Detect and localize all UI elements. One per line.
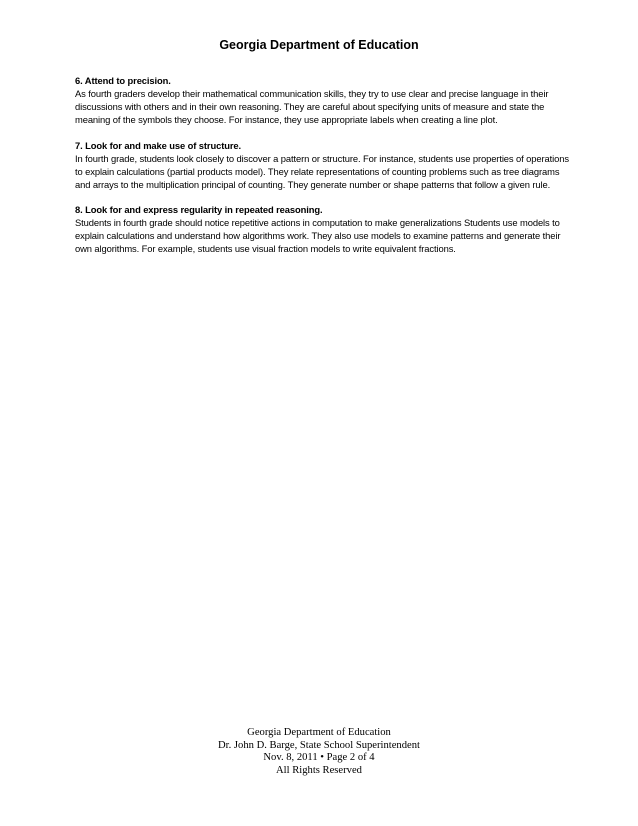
page-footer: [0, 727, 638, 777]
section-title: 7. Look for and make use of structure.: [75, 139, 242, 151]
section-title: 8. Look for and express regularity in repeated reasoning.: [75, 204, 323, 215]
section-body: In fourth grade, students look closely to discover a pattern or structure. For instance, students use properties of operations to explain calculations (partial products model). They relate representations of counting problems such as tree diagrams and arrays to the multiplication principal of counting. They generate number or shape patterns that follow a given rule.: [75, 152, 569, 190]
section-make-use-of-structure: [75, 139, 575, 191]
section-title: 6. Attend to precision.: [75, 75, 171, 86]
page-header-title: Georgia Department of Education: [219, 38, 419, 52]
footer-rights: All Rights Reserved: [276, 764, 362, 776]
footer-date-page: Nov. 8, 2011 • Page 2 of 4: [263, 752, 375, 764]
footer-superintendent: Dr. John D. Barge, State School Superintendent: [218, 739, 420, 751]
section-repeated-reasoning: [75, 203, 575, 255]
section-body: As fourth graders develop their mathematical communication skills, they try to use clear and precise language in their discussions with others and in their own reasoning. They are careful about specifying units of measure and state the meaning of the symbols they choose. For instance, they use appropriate labels when creating a line plot.: [75, 88, 549, 125]
section-body: Students in fourth grade should notice repetitive actions in computation to make generalizations Students use models to explain calculations and understand how algorithms work. They also use models to examine patterns and generate their own algorithms. For example, students use visual fraction models to write equivalent fractions.: [75, 217, 561, 254]
document-body: [75, 74, 575, 268]
footer-organization: Georgia Department of Education: [247, 727, 391, 738]
section-attend-to-precision: [75, 74, 575, 126]
